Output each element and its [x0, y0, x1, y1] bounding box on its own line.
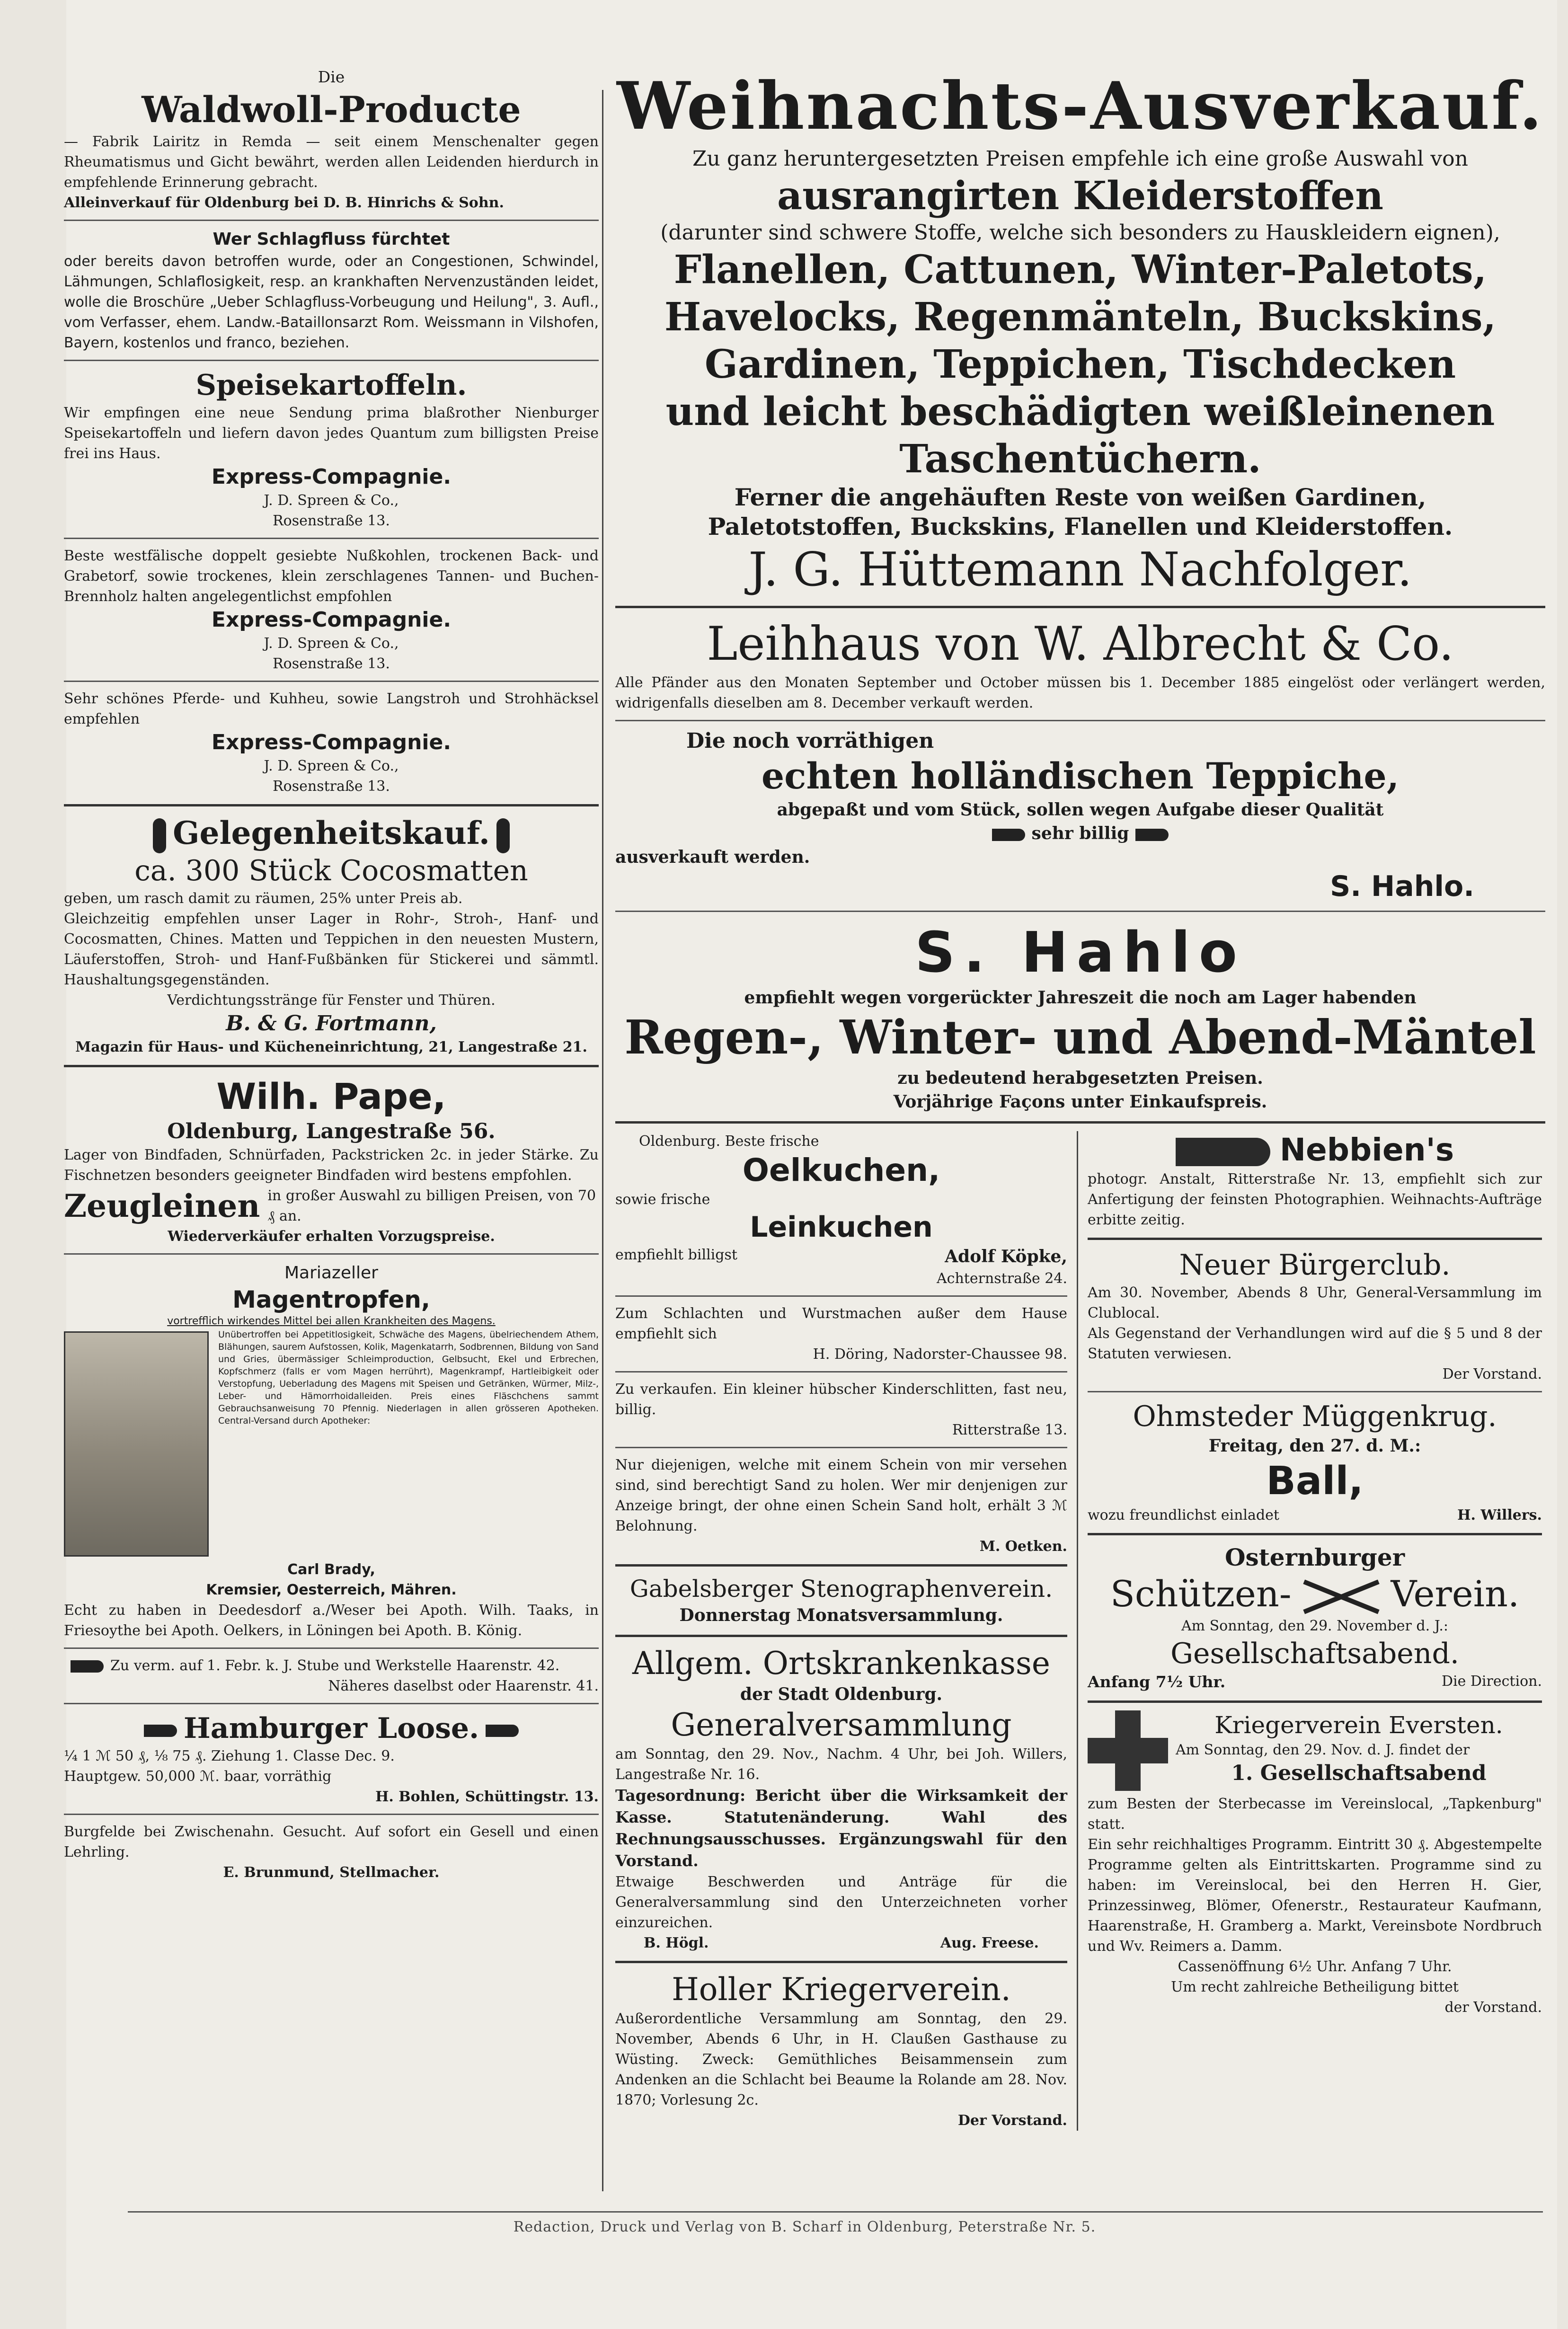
ad-body: Wir empfingen eine neue Sendung prima blaßrother Nienburger Speisekartoffeln und liefern davon jedes Quantum zum billigsten Preise frei ins Haus.	[64, 405, 599, 462]
ad-line: Flanellen, Cattunen, Winter-Paletots,	[673, 247, 1487, 292]
ad-line: echten holländischen Teppiche,	[761, 755, 1400, 797]
ad-gabelsberger	[615, 1574, 1067, 1627]
ad-line: sowie frische	[615, 1191, 710, 1208]
crossed-rifles-icon	[1296, 1579, 1386, 1614]
divider	[615, 606, 1545, 608]
ad-title: Allgem. Ortskrankenkasse	[632, 1645, 1050, 1682]
ad-title: Holler Kriegerverein.	[672, 1971, 1011, 2008]
ad-event: Gesellschaftsabend.	[1170, 1637, 1459, 1670]
ad-title: Waldwoll-Producte	[142, 89, 521, 131]
right-column	[615, 66, 1545, 2131]
ad-closing: Um recht zahlreiche Betheiligung bittet	[1171, 1979, 1459, 1995]
ad-line: Vorjährige Façons unter Einkaufspreis.	[893, 1092, 1267, 1112]
ad-title-row	[64, 814, 599, 853]
ad-address: Rosenstraße 13.	[273, 778, 390, 795]
ad-kicker: Die	[318, 68, 345, 86]
ad-body: am Sonntag, den 29. Nov., Nachm. 4 Uhr, bei Joh. Willers, Langestraße Nr. 16.	[615, 1746, 1067, 1783]
ad-reseller: Wiederverkäufer erhalten Vorzugspreise.	[168, 1228, 495, 1245]
ad-invite: wozu freundlichst einladet	[1088, 1507, 1279, 1523]
imprint-footer: Redaction, Druck und Verlag von B. Scharf in Oldenburg, Peterstraße Nr. 5.	[513, 2219, 1096, 2235]
ad-waldwoll	[64, 66, 599, 213]
madonna-image	[64, 1331, 209, 1557]
ad-sign: Aug. Freese.	[940, 1935, 1039, 1951]
ad-body: Beste westfälische doppelt gesiebte Nußkohlen, trockenen Back- und Grabetorf, sowie trockenes, klein zerschlagenes Tannen- und Buchen-Brennholz halten angelegentlichst empfohlen	[64, 548, 599, 605]
ad-line: ausverkauft werden.	[615, 847, 810, 867]
ad-line-1: ¼ 1 ℳ 50 ₰, ⅛ 75 ₰. Ziehung 1. Classe Dec. 9.	[64, 1748, 395, 1764]
divider	[615, 1121, 1545, 1124]
ad-intro: Zu ganz heruntergesetzten Preisen empfehle ich eine große Auswahl von	[692, 147, 1469, 171]
ad-leihhaus	[615, 616, 1545, 713]
divider	[615, 1295, 1067, 1297]
ad-title: Kriegerverein Eversten.	[1214, 1711, 1503, 1739]
ad-nusskohlen	[64, 546, 599, 674]
ad-subtitle: der Stadt Oldenburg.	[740, 1684, 943, 1704]
divider	[615, 720, 1545, 721]
ad-tagline: vortrefflich wirkendes Mittel bei allen Krankheiten des Magens.	[167, 1315, 496, 1327]
divider	[615, 1635, 1067, 1637]
ad-address: Ritterstraße 13.	[952, 1422, 1067, 1438]
ad-address: Achternstraße 24.	[937, 1270, 1067, 1287]
ad-address: Rosenstraße 13.	[273, 655, 390, 672]
ad-sign: der Vorstand.	[1444, 1999, 1542, 2016]
pointing-hand-icon	[992, 829, 1025, 841]
ad-line: sehr billig	[1031, 824, 1129, 843]
ad-event: 1. Gesellschaftsabend	[1231, 1761, 1487, 1785]
ad-zeugleinen-row	[64, 1186, 599, 1226]
ad-start: Anfang 7½ Uhr.	[1088, 1673, 1226, 1691]
pointing-hand-icon	[1176, 1138, 1270, 1166]
ad-city: Oldenburg, Langestraße 56.	[167, 1119, 496, 1143]
ad-firm: Express-Compagnie.	[211, 465, 452, 489]
ad-sign: Der Vorstand.	[1442, 1366, 1542, 1382]
right-subcolumns	[615, 1131, 1545, 2131]
ad-body: — Fabrik Lairitz in Remda — seit einem Menschenalter gegen Rheumatismus und Gicht bewährt, werden allen Leidenden hierdurch in empfehlende Erinnerung gebracht.	[64, 133, 599, 191]
divider	[64, 538, 599, 539]
ad-subtitle: Donnerstag Monatsversammlung.	[679, 1605, 1003, 1625]
ad-holler-kriegerverein	[615, 1971, 1067, 2131]
ad-oelkuchen	[615, 1131, 1067, 1289]
left-column	[64, 66, 599, 1883]
ad-line: zu bedeutend herabgesetzten Preisen.	[897, 1068, 1263, 1088]
ornament-icon	[153, 818, 166, 853]
ad-line: Havelocks, Regenmänteln, Buckskins,	[664, 294, 1497, 340]
iron-cross-icon	[1088, 1710, 1168, 1791]
ad-body: Sehr schönes Pferde- und Kuhheu, sowie Langstroh und Strohhäcksel empfehlen	[64, 691, 599, 727]
ad-extra: Etwaige Beschwerden und Anträge für die Generalversammlung sind den Unterzeichneten vorher einzureichen.	[615, 1874, 1067, 1931]
ad-sign: H. Döring, Nadorster-Chaussee 98.	[813, 1346, 1067, 1363]
divider	[64, 360, 599, 361]
ad-body: geben, um rasch damit zu räumen, 25% unter Preis ab.	[64, 890, 463, 907]
ad-buergerclub	[1088, 1248, 1542, 1384]
ad-body: Am 30. November, Abends 8 Uhr, General-Versammlung im Clublocal.	[1088, 1284, 1542, 1321]
ad-sign: M. Oetken.	[979, 1538, 1067, 1555]
sub-column-left	[615, 1131, 1077, 2131]
ad-magentropfen	[64, 1261, 599, 1641]
divider	[615, 911, 1545, 912]
ad-owner: J. D. Spreen & Co.,	[264, 635, 399, 652]
ad-body-3: Verdichtungsstränge für Fenster und Thüren.	[167, 992, 496, 1009]
ad-body: Zum Schlachten und Wurstmachen außer dem Hause empfiehlt sich	[615, 1305, 1067, 1342]
ad-line: ausrangirten Kleiderstoffen	[777, 173, 1384, 219]
pointing-hand-icon	[71, 1660, 104, 1673]
ad-line: Paletotstoffen, Buckskins, Flanellen und Kleiderstoffen.	[708, 513, 1453, 540]
ad-owner: J. D. Spreen & Co.,	[264, 492, 399, 509]
ad-heading: Generalversammlung	[671, 1707, 1012, 1743]
divider	[615, 1564, 1067, 1567]
ad-line: Leinkuchen	[750, 1211, 933, 1244]
divider	[64, 1647, 599, 1649]
ad-sign: H. Willers.	[1457, 1507, 1542, 1523]
ad-agenda: Tagesordnung: Bericht über die Wirksamkeit der Kasse. Statutenänderung. Wahl des Rechnungsausschusses. Ergänzungswahl für den Vorstand.	[615, 1786, 1067, 1870]
ad-owner: J. D. Spreen & Co.,	[264, 758, 399, 774]
divider	[1088, 1238, 1542, 1240]
ad-body: Lager von Bindfaden, Schnürfaden, Packstricken 2c. in jeder Stärke. Zu Fischnetzen besonders geeigneter Bindfaden wird bestens empfohlen.	[64, 1147, 599, 1184]
ad-title: Hamburger Loose.	[184, 1712, 479, 1745]
ad-line: (darunter sind schwere Stoffe, welche sich besonders zu Hauskleidern eignen),	[660, 221, 1500, 245]
divider	[64, 1814, 599, 1815]
ad-title-2: Verein.	[1391, 1573, 1520, 1615]
divider	[64, 1253, 599, 1255]
ad-line: empfiehlt billigst	[615, 1247, 737, 1263]
ad-line: Oldenburg. Beste frische	[639, 1133, 819, 1150]
ad-gelegenheitskauf	[64, 814, 599, 1057]
ad-zeugleinen-text: in großer Auswahl zu billigen Preisen, von 70 ₰ an.	[267, 1187, 596, 1224]
ad-schlachten	[615, 1303, 1067, 1364]
ad-title: Magentropfen,	[232, 1286, 430, 1313]
ad-body: Außerordentliche Versammlung am Sonntag, den 29. November, Abends 6 Uhr, in H. Claußen Gasthause zu Wüsting. Zweck: Gemüthliches Beisammensein zum Andenken an die Schlacht bei Beaume la Rolande am 28. Nov. 1870; Vorlesung 2c.	[615, 2010, 1067, 2108]
ad-line: Die noch vorräthigen	[686, 729, 934, 753]
ad-maker: Carl Brady,	[287, 1561, 375, 1578]
ad-ball: Ball,	[1266, 1459, 1364, 1504]
ad-body: Unübertroffen bei Appetitlosigkeit, Schwäche des Magens, übelriechendem Athem, Blähungen, saurem Aufstossen, Kolik, Magenkatarrh, Sodbrennen, Bildung von Sand und Gries, übermässiger Schleimproduction, Gelbsucht, Ekel und Erbrechen, Kopfschmerz (falls er vom Magen herrührt), Magenkrampf, Hartleibigkeit oder Verstopfung, Ueberladung des Magens mit Speisen und Getränken, Würmer, Milz-, Leber- und Hämorrhoidalleiden. Preis eines Fläschchens sammt Gebrauchsanweisung 70 Pfennig. Niederlagen in allen grösseren Apotheken. Central-Versand durch Apotheker:	[218, 1329, 599, 1426]
ad-body: Alle Pfänder aus den Monaten September und October müssen bis 1. December 1885 eingelöst oder verlängert werden, widrigenfalls dieselben am 8. December verkauft werden.	[615, 674, 1545, 711]
ad-line: Ferner die angehäuften Reste von weißen Gardinen,	[734, 483, 1426, 511]
ad-body: Nur diejenigen, welche mit einem Schein von mir versehen sind, sind berechtigt Sand zu holen. Wer mir denjenigen zur Anzeige bringt, der ohne einen Schein Sand holt, erhält 3 ℳ Belohnung.	[615, 1457, 1067, 1534]
ad-times: Cassenöffnung 6½ Uhr. Anfang 7 Uhr.	[1178, 1958, 1452, 1975]
ad-schuetzenverein	[1088, 1543, 1542, 1693]
ad-speisekartoffeln	[64, 368, 599, 531]
ad-sign: J. G. Hüttemann Nachfolger.	[748, 543, 1412, 597]
pointing-hand-icon	[144, 1725, 177, 1737]
ad-title: Ohmsteder Müggenkrug.	[1133, 1400, 1497, 1433]
ad-line: abgepaßt und vom Stück, sollen wegen Aufgabe dieser Qualität	[777, 800, 1384, 820]
divider	[1088, 1700, 1542, 1703]
ad-title: Weihnachts-Ausverkauf.	[617, 67, 1544, 144]
ad-schlagfluss	[64, 228, 599, 353]
ad-title: Nebbien's	[1279, 1132, 1454, 1168]
ad-sign: Die Direction.	[1441, 1673, 1542, 1690]
ad-line: Oelkuchen,	[742, 1152, 940, 1188]
ad-line-2: Hauptgew. 50,000 ℳ. baar, vorräthig	[64, 1768, 332, 1785]
ad-kriegerverein-eversten	[1088, 1710, 1542, 2018]
ad-title: Schützen-	[1110, 1573, 1292, 1615]
sub-column-right	[1077, 1131, 1542, 2131]
ad-line: und leicht beschädigten weißleinenen	[665, 389, 1495, 434]
ad-firm: B. & G. Fortmann,	[226, 1011, 437, 1036]
ad-info: Näheres daselbst oder Haarenstr. 41.	[328, 1678, 599, 1694]
divider	[615, 1961, 1067, 1963]
ad-date: Am Sonntag, den 29. November d. J.:	[1181, 1618, 1449, 1634]
ad-address: Rosenstraße 13.	[273, 513, 390, 529]
ad-loose	[64, 1711, 599, 1807]
ad-title: Wilh. Pape,	[216, 1075, 446, 1117]
ad-body-2: Gleichzeitig empfehlen unser Lager in Rohr-, Stroh-, Hanf- und Cocosmatten, Chines. Matten und Teppichen in den neuesten Mustern, Läuferstoffen, Stroh- und Hanf-Fußbänken für Stickerei und sämmtl. Haushaltungsgegenständen.	[64, 911, 599, 988]
ad-seller: H. Bohlen, Schüttingstr. 13.	[375, 1789, 599, 1805]
ad-firm-address: Magazin für Haus- und Kücheneinrichtung, 21, Langestraße 21.	[75, 1039, 587, 1055]
ad-stock: Echt zu haben in Deedesdorf a./Weser bei Apoth. Wilh. Taaks, in Friesoythe bei Apoth. Oelkers, in Löningen bei Apoth. B. König.	[64, 1602, 599, 1639]
ad-kinderschlitten	[615, 1379, 1067, 1440]
ad-kicker: Osternburger	[1224, 1543, 1405, 1571]
divider	[615, 1447, 1067, 1448]
ad-firm: Express-Compagnie.	[211, 608, 452, 632]
divider	[1088, 1391, 1542, 1392]
ad-line: Regen-, Winter- und Abend-Mäntel	[624, 1010, 1536, 1065]
ad-title: S. Hahlo	[915, 920, 1246, 985]
ad-line: Gardinen, Teppichen, Tischdecken	[704, 342, 1456, 387]
ad-subtitle: ca. 300 Stück Cocosmatten	[134, 854, 528, 887]
ad-hahlo-maentel	[615, 919, 1545, 1114]
ad-sign: E. Brunmund, Stellmacher.	[223, 1864, 440, 1881]
divider	[64, 220, 599, 221]
ad-krankenkasse	[615, 1645, 1067, 1953]
divider	[615, 1371, 1067, 1373]
ad-date: Freitag, den 27. d. M.:	[1208, 1436, 1421, 1456]
ad-body: Zu verm. auf 1. Febr. k. J. Stube und Werkstelle Haarenstr. 42.	[110, 1657, 560, 1674]
divider	[1088, 1533, 1542, 1535]
ad-maker-city: Kremsier, Oesterreich, Mähren.	[206, 1582, 457, 1598]
ad-body-3: Ein sehr reichhaltiges Programm. Eintritt 30 ₰. Abgestempelte Programme gelten als Eintrittskarten. Programme sind zu haben: im Vereinslocal, bei den Herren H. Gier, Prinzessinweg, Blömer, Ofenerstr., Restaurateur Kaufmann, Haarenstraße, H. Gramberg a. Markt, Vereinsbote Nordbruch und Wv. Reimers a. Damm.	[1088, 1836, 1542, 1955]
ornament-icon	[496, 818, 510, 853]
ad-line: Taschentüchern.	[899, 436, 1261, 482]
ad-title: Speisekartoffeln.	[195, 369, 467, 402]
bottom-rule	[128, 2211, 1543, 2213]
column-divider	[602, 90, 603, 2191]
pointing-hand-icon	[486, 1725, 519, 1737]
ad-line: empfiehlt wegen vorgerückter Jahreszeit die noch am Lager habenden	[744, 988, 1417, 1008]
ad-burgfelde	[64, 1822, 599, 1883]
ad-teppiche	[615, 728, 1545, 904]
ad-weihnachts-ausverkauf	[615, 66, 1545, 598]
ad-body: photogr. Anstalt, Ritterstraße Nr. 13, empfiehlt sich zur Anfertigung der feinsten Photographien. Weihnachts-Aufträge erbitte zeitig.	[1088, 1171, 1542, 1228]
ad-zeugleinen: Zeugleinen	[64, 1187, 260, 1224]
ad-kicker: Mariazeller	[284, 1263, 378, 1283]
ad-body: Burgfelde bei Zwischenahn. Gesucht. Auf sofort ein Gesell und einen Lehrling.	[64, 1824, 599, 1860]
divider	[64, 681, 599, 682]
ad-sale: Alleinverkauf für Oldenburg bei D. B. Hinrichs & Sohn.	[64, 195, 504, 211]
divider	[64, 1703, 599, 1704]
pointing-hand-icon	[1135, 829, 1169, 841]
ad-nebbien	[1088, 1131, 1542, 1230]
ad-title: Leihhaus von W. Albrecht & Co.	[707, 617, 1454, 671]
ad-body: Am Sonntag, den 29. Nov. d. J. findet der	[1176, 1742, 1470, 1758]
ad-pape	[64, 1075, 599, 1247]
ad-pferdeheu	[64, 689, 599, 797]
divider	[64, 804, 599, 806]
ad-sign: Der Vorstand.	[957, 2112, 1067, 2129]
ad-title: Neuer Bürgerclub.	[1179, 1249, 1451, 1282]
ad-sign: Adolf Köpke,	[945, 1247, 1067, 1266]
ad-body: oder bereits davon betroffen wurde, oder an Congestionen, Schwindel, Lähmungen, Schlaflosigkeit, resp. an krankhaften Nervenzuständen leidet, wolle die Broschüre „Ueber Schlagfluss-Vorbeugung und Heilung", 3. Aufl., vom Verfasser, ehem. Landw.-Bataillonsarzt Rom. Weissmann in Vilshofen, Bayern, kostenlos und franco, beziehen.	[64, 253, 599, 351]
ad-body: Zu verkaufen. Ein kleiner hübscher Kinderschlitten, fast neu, billig.	[615, 1381, 1067, 1418]
ad-body-2: zum Besten der Sterbecasse im Vereinslocal, „Tapkenburg" statt.	[1088, 1796, 1542, 1833]
ad-title: Gelegenheitskauf.	[173, 815, 490, 851]
ad-body-2: Als Gegenstand der Verhandlungen wird auf die § 5 und 8 der Statuten verwiesen.	[1088, 1325, 1542, 1362]
ad-ohmsteder	[1088, 1399, 1542, 1525]
ad-sand	[615, 1455, 1067, 1557]
ad-firm: Express-Compagnie.	[211, 730, 452, 754]
ad-title: Wer Schlagfluss fürchtet	[213, 230, 450, 249]
divider	[64, 1065, 599, 1067]
ad-sign: B. Högl.	[644, 1935, 709, 1951]
ad-title: Gabelsberger Stenographenverein.	[629, 1575, 1053, 1603]
ad-vermieten	[64, 1656, 599, 1696]
ad-sign: S. Hahlo.	[1330, 870, 1474, 903]
